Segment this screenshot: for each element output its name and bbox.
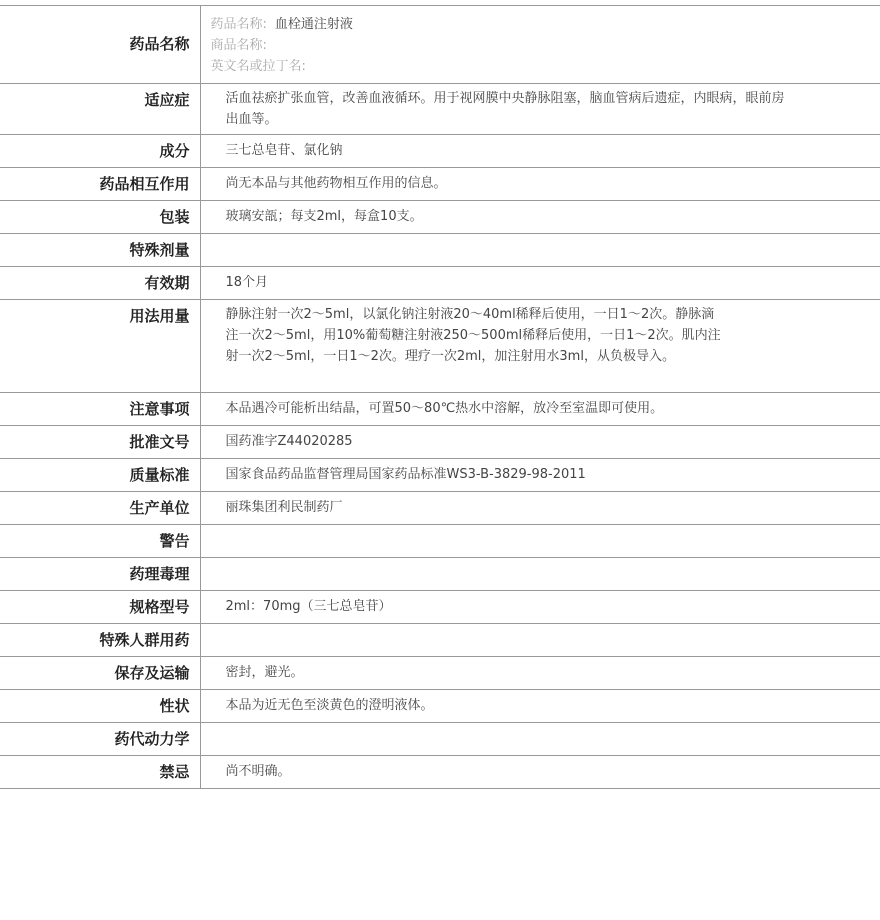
row-value: 玻璃安瓿；每支2ml，每盒10支。 <box>200 201 880 234</box>
approval-number-row <box>0 426 880 459</box>
row-label: 有效期 <box>0 267 200 300</box>
row-value <box>200 525 880 558</box>
drug-info-sheet <box>0 5 880 789</box>
pharmacology-toxicology-row <box>0 558 880 591</box>
row-label: 禁忌 <box>0 756 200 789</box>
ingredients-row <box>0 135 880 168</box>
row-value: 2ml：70mg（三七总皂苷） <box>200 591 880 624</box>
row-value <box>200 558 880 591</box>
row-value <box>200 234 880 267</box>
row-value <box>200 300 880 393</box>
row-label: 规格型号 <box>0 591 200 624</box>
row-label: 包装 <box>0 201 200 234</box>
row-label: 药品名称 <box>0 6 200 84</box>
trade-name-key: 商品名称: <box>210 38 267 53</box>
row-value: 丽珠集团利民制药厂 <box>200 492 880 525</box>
indications-row <box>0 84 880 135</box>
row-label: 特殊剂量 <box>0 234 200 267</box>
row-label: 注意事项 <box>0 393 200 426</box>
drug-interactions-row <box>0 168 880 201</box>
warning-row <box>0 525 880 558</box>
pharmacokinetics-row <box>0 723 880 756</box>
row-value: 尚不明确。 <box>200 756 880 789</box>
english-name-key: 英文名或拉丁名: <box>210 59 306 74</box>
dosage-text: 静脉注射一次2～5ml，以氯化钠注射液20～40ml稀释后使用，一日1～2次。静脉滴注一次2～5ml，用10%葡萄糖注射液250～500ml稀释后使用，一日1～2次。肌内注射一次2～5ml，一日1～2次。理疗一次2ml，加注射用水3ml，从负极导入。 <box>225 307 721 364</box>
row-value: 国家食品药品监督管理局国家药品标准WS3-B-3829-98-2011 <box>200 459 880 492</box>
drug-name-cell <box>200 6 880 84</box>
row-label: 生产单位 <box>0 492 200 525</box>
row-value: 尚无本品与其他药物相互作用的信息。 <box>200 168 880 201</box>
row-label: 质量标准 <box>0 459 200 492</box>
row-value: 国药准字Z44020285 <box>200 426 880 459</box>
manufacturer-row <box>0 492 880 525</box>
drug-name-row <box>0 6 880 84</box>
row-label: 适应症 <box>0 84 200 135</box>
row-label: 药理毒理 <box>0 558 200 591</box>
generic-name-key: 药品名称: <box>210 17 267 32</box>
row-label: 保存及运输 <box>0 657 200 690</box>
drug-info-table <box>0 5 880 789</box>
packaging-row <box>0 201 880 234</box>
storage-transport-row <box>0 657 880 690</box>
row-label: 药品相互作用 <box>0 168 200 201</box>
appearance-row <box>0 690 880 723</box>
row-label: 药代动力学 <box>0 723 200 756</box>
quality-standard-row <box>0 459 880 492</box>
special-dosage-row <box>0 234 880 267</box>
row-value: 三七总皂苷、氯化钠 <box>200 135 880 168</box>
indications-text: 活血祛瘀扩张血管，改善血液循环。用于视网膜中央静脉阻塞，脑血管病后遗症，内眼病，眼前房出血等。 <box>225 91 785 127</box>
english-name-line <box>211 56 880 77</box>
row-label: 用法用量 <box>0 300 200 393</box>
contraindications-row <box>0 756 880 789</box>
row-label: 警告 <box>0 525 200 558</box>
row-value: 密封，避光。 <box>200 657 880 690</box>
row-value <box>200 723 880 756</box>
shelf-life-row <box>0 267 880 300</box>
generic-name-line <box>211 14 880 35</box>
row-label: 性状 <box>0 690 200 723</box>
row-value: 18个月 <box>200 267 880 300</box>
row-label: 成分 <box>0 135 200 168</box>
row-label: 批准文号 <box>0 426 200 459</box>
trade-name-line <box>211 35 880 56</box>
row-value <box>200 84 880 135</box>
row-label: 特殊人群用药 <box>0 624 200 657</box>
row-value: 本品为近无色至淡黄色的澄明液体。 <box>200 690 880 723</box>
row-value <box>200 624 880 657</box>
dosage-row <box>0 300 880 393</box>
row-value: 本品遇冷可能析出结晶，可置50～80℃热水中溶解，放冷至室温即可使用。 <box>200 393 880 426</box>
specification-row <box>0 591 880 624</box>
precautions-row <box>0 393 880 426</box>
special-population-row <box>0 624 880 657</box>
generic-name-value: 血栓通注射液 <box>274 17 353 32</box>
